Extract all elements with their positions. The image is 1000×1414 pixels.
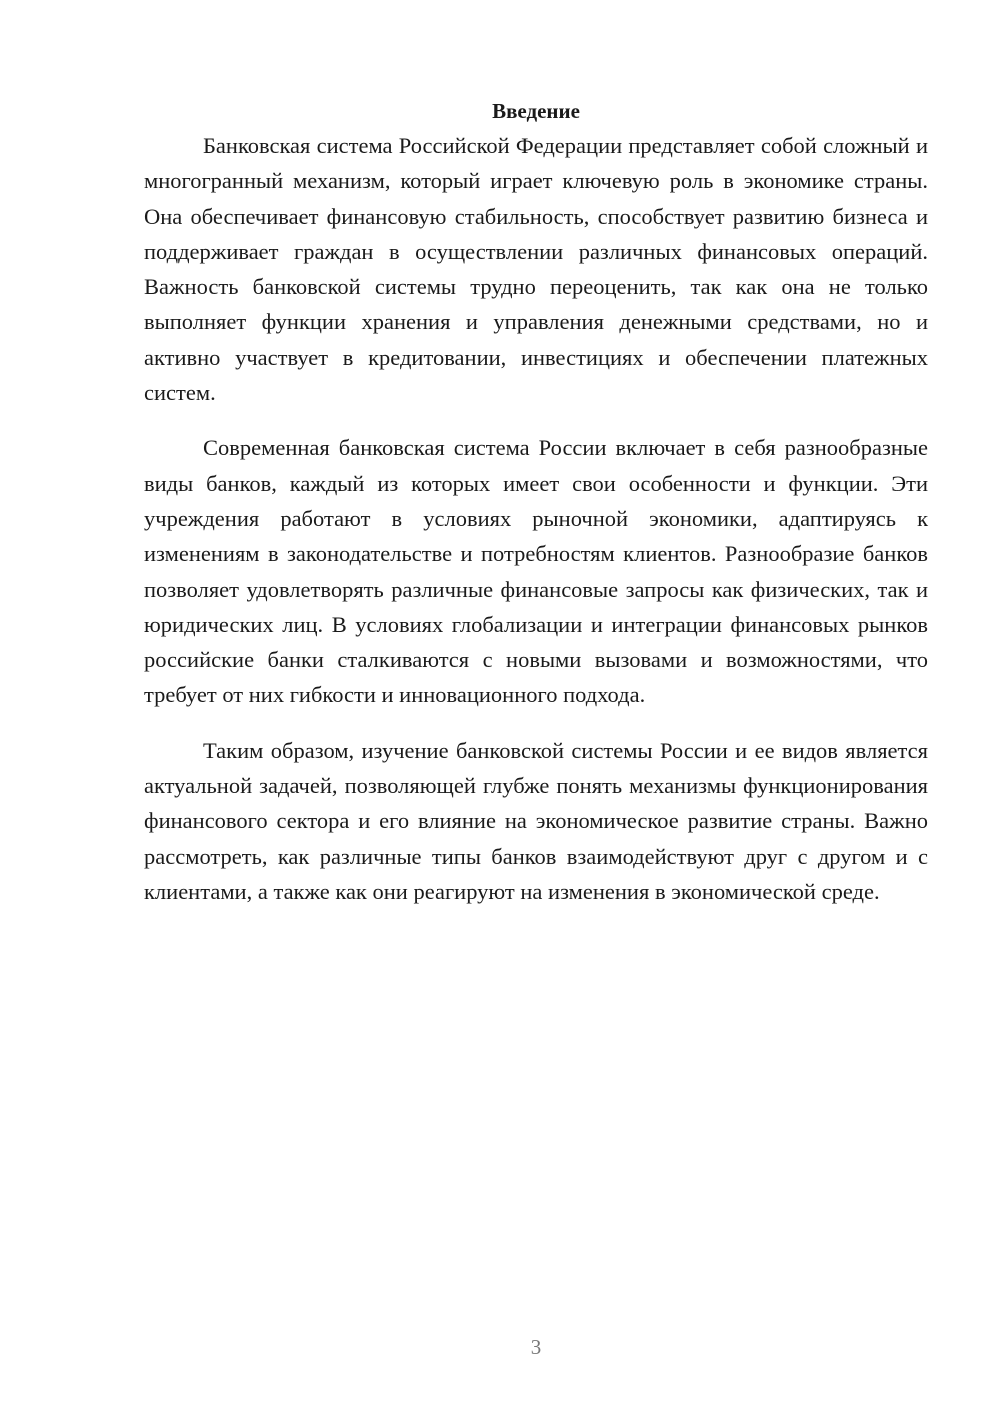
page-content	[144, 96, 928, 929]
paragraph-3: Таким образом, изучение банковской системы России и ее видов является актуальной задачей, позволяющей глубже понять механизмы функционирования финансового сектора и его влияние на экономическое развитие страны. Важно рассмотреть, как различные типы банков взаимодействуют друг с другом и с клиентами, а также как они реагируют на изменения в экономической среде.	[144, 737, 928, 904]
paragraph-1: Банковская система Российской Федерации представляет собой сложный и многогранный механизм, который играет ключевую роль в экономике страны. Она обеспечивает финансовую стабильность, способствует развитию бизнеса и поддерживает граждан в осуществлении различных финансовых операций. Важность банковской системы трудно переоценить, так как она не только выполняет функции хранения и управления денежными средствами, но и активно участвует в кредитовании, инвестициях и обеспечении платежных систем.	[144, 133, 928, 406]
paragraph-2: Современная банковская система России включает в себя разнообразные виды банков, каждый из которых имеет свои особенности и функции. Эти учреждения работают в условиях рыночной экономики, адаптируясь к изменениям в законодательстве и потребностям клиентов. Разнообразие банков позволяет удовлетворять различные финансовые запросы как физических, так и юридических лиц. В условиях глобализации и интеграции финансовых рынков российские банки сталкиваются с новыми вызовами и возможностями, что требует от них гибкости и инновационного подхода.	[144, 435, 928, 708]
page-number: 3	[530, 1335, 542, 1359]
section-title: Введение	[492, 99, 580, 123]
